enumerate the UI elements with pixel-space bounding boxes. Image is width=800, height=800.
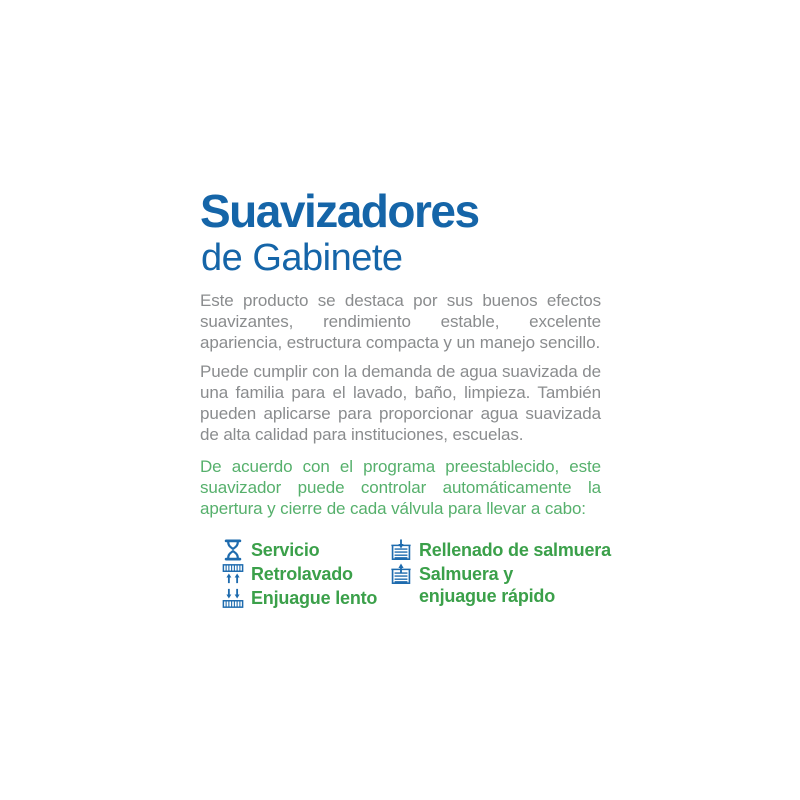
feature-item-retrolavado xyxy=(222,563,390,585)
features-section xyxy=(200,539,611,611)
slow-rinse-arrows-icon xyxy=(222,587,244,609)
feature-label: Rellenado de salmuera xyxy=(419,540,611,560)
paragraph-program: De acuerdo con el programa preestablecido, este suavizador puede controlar automáticamente la apertura y cierre de cada válvula para llevar a cabo: xyxy=(200,457,601,518)
feature-label: Retrolavado xyxy=(251,564,353,584)
page-title: Suavizadores xyxy=(200,185,479,237)
page-subtitle: de Gabinete xyxy=(201,237,403,279)
brine-refill-tank-icon xyxy=(390,539,412,561)
paragraph-usage: Puede cumplir con la demanda de agua suavizada de una familia para el lavado, baño, limpieza. También pueden aplicarse para proporcionar agua suavizada de alta calidad para instituciones, escuelas. xyxy=(200,362,601,444)
feature-label-line2: enjuague rápido xyxy=(419,586,556,606)
feature-label: Enjuague lento xyxy=(251,588,378,608)
features-right-column xyxy=(390,539,611,611)
paragraph-intro: Este producto se destaca por sus buenos efectos suavizantes, rendimiento estable, excelente apariencia, estructura compacta y un manejo sencillo. xyxy=(200,291,601,352)
brine-fast-rinse-tank-icon xyxy=(390,563,412,585)
feature-label: Servicio xyxy=(251,540,320,560)
feature-label xyxy=(419,563,555,607)
feature-item-rellenado-salmuera xyxy=(390,539,611,561)
feature-label-line1: Salmuera y xyxy=(419,564,514,584)
content-block xyxy=(200,185,611,611)
feature-item-enjuague-lento xyxy=(222,587,390,609)
hourglass-icon xyxy=(222,539,244,561)
backwash-arrows-icon xyxy=(222,563,244,585)
feature-item-salmuera-enjuague-rapido xyxy=(390,563,611,607)
feature-item-servicio xyxy=(222,539,390,561)
features-left-column xyxy=(222,539,390,611)
